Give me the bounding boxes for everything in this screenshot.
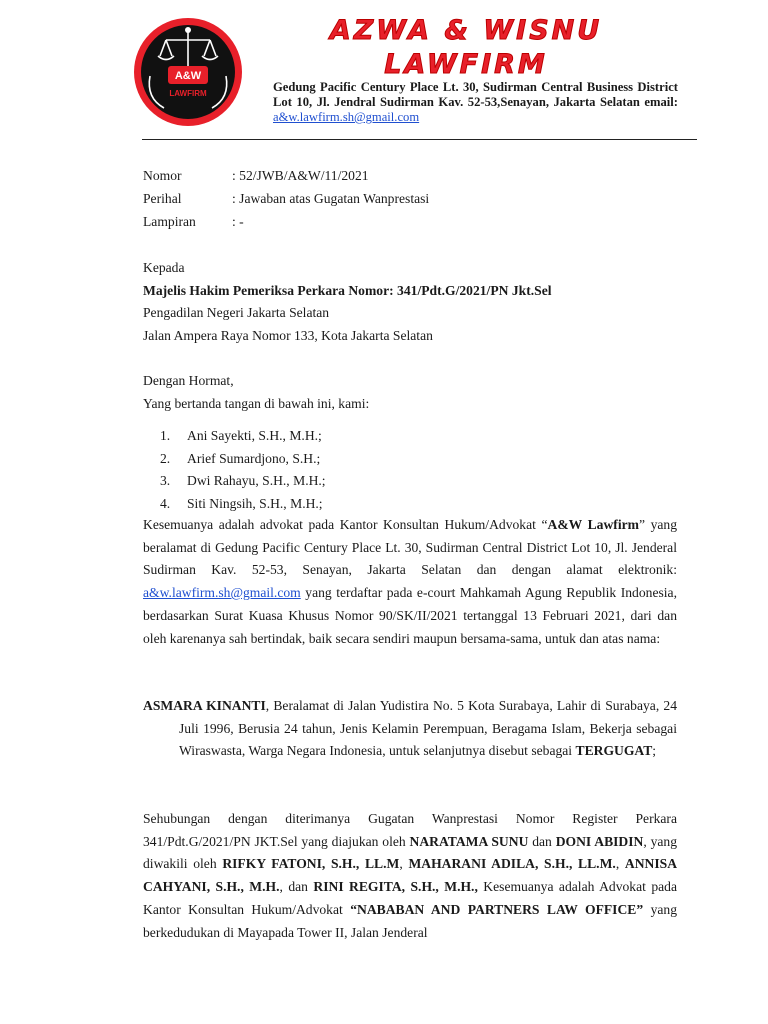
list-item: 1. Ani Sayekti, S.H., M.H.; bbox=[160, 428, 322, 443]
firm-address bbox=[273, 80, 678, 125]
firm-name-line1: AZWA & WISNU bbox=[329, 15, 603, 46]
recipient-to: Kepada bbox=[143, 260, 185, 275]
logo-text: A&W bbox=[174, 70, 202, 82]
meta-value-nomor: : 52/JWB/A&W/11/2021 bbox=[232, 168, 369, 183]
advocate-list bbox=[160, 425, 326, 516]
party-role: TERGUGAT bbox=[575, 743, 653, 759]
list-item: 3. Dwi Rahayu, S.H., M.H.; bbox=[160, 473, 326, 489]
header-email-link[interactable]: a&w.lawfirm.sh@gmail.com bbox=[273, 110, 420, 124]
firm-name-line2: LAWFIRM bbox=[384, 49, 548, 80]
body-email-link[interactable]: a&w.lawfirm.sh@gmail.com bbox=[143, 585, 301, 601]
address-text: Gedung Pacific Century Place Lt. 30, Sudirman Central Business District Lot 10, Jl. Jendral Sudirman Kav. 52-53,Senayan, Jakarta Selatan email: bbox=[273, 80, 678, 109]
header-divider bbox=[142, 139, 697, 140]
logo-subtext: LAWFIRM bbox=[169, 89, 207, 98]
paragraph-attorneys: Kesemuanya adalah advokat pada Kantor Konsultan Hukum/Advokat “A&W Lawfirm” yang beralamat di Gedung Pacific Century Place Lt. 30, Sudirman Central District Lot 10, Jl. Jenderal Sudirman Kav. 52-53, Senayan, Jakarta Selatan dan dengan alamat elektronik: a&w.lawfirm.sh@gmail.com yang terdaftar pada e-court Mahkamah Agung Republik Indonesia, berdasarkan Surat Kuasa Khusus Nomor 90/SK/II/2021 tertanggal 13 Februari 2021, dari dan oleh karenanya sah bertindak, baik secara sendiri maupun bersama-sama, untuk dan atas nama: bbox=[143, 517, 677, 646]
paragraph-party: ASMARA KINANTI, Beralamat di Jalan Yudistira No. 5 Kota Surabaya, Lahir di Surabaya, 24 Juli 1996, Berusia 24 tahun, Jenis Kelamin Perempuan, Beragama Islam, Bekerja sebagai Wiraswasta, Warga Negara Indonesia, untuk selanjutnya disebut sebagai TERGUGAT; bbox=[143, 698, 677, 759]
greeting: Dengan Hormat, bbox=[143, 373, 234, 388]
meta-label-perihal: Perihal bbox=[143, 191, 182, 206]
paragraph-lawsuit: Sehubungan dengan diterimanya Gugatan Wanprestasi Nomor Register Perkara 341/Pdt.G/2021/PN JKT.Sel yang diajukan oleh NARATAMA SUNU dan DONI ABIDIN, yang diwakili oleh RIFKY FATONI, S.H., LL.M, MAHARANI ADILA, S.H., LL.M., ANNISA CAHYANI, S.H., M.H., dan RINI REGITA, S.H., M.H., Kesemuanya adalah Advokat pada Kantor Konsultan Hukum/Advokat “NABABAN AND PARTNERS LAW OFFICE” yang berkedudukan di Mayapada Tower II, Jalan Jenderal bbox=[143, 811, 678, 940]
recipient-name: Majelis Hakim Pemeriksa Perkara Nomor: 341/Pdt.G/2021/PN Jkt.Sel bbox=[143, 283, 552, 298]
firm-logo bbox=[132, 16, 244, 128]
recipient-court: Pengadilan Negeri Jakarta Selatan bbox=[143, 305, 330, 320]
recipient-address: Jalan Ampera Raya Nomor 133, Kota Jakarta Selatan bbox=[143, 328, 433, 343]
intro: Yang bertanda tangan di bawah ini, kami: bbox=[143, 396, 370, 411]
meta-label-lampiran: Lampiran bbox=[143, 214, 196, 229]
firm-name-inline: A&W Lawfirm bbox=[547, 517, 639, 532]
list-item: 4. Siti Ningsih, S.H., M.H.; bbox=[160, 496, 323, 512]
list-item: 2. Arief Sumardjono, S.H.; bbox=[160, 450, 321, 466]
meta-value-perihal: : Jawaban atas Gugatan Wanprestasi bbox=[232, 191, 430, 206]
meta-value-lampiran: : - bbox=[232, 214, 244, 229]
meta-label-nomor: Nomor bbox=[143, 168, 182, 183]
party-name: ASMARA KINANTI bbox=[143, 698, 266, 713]
